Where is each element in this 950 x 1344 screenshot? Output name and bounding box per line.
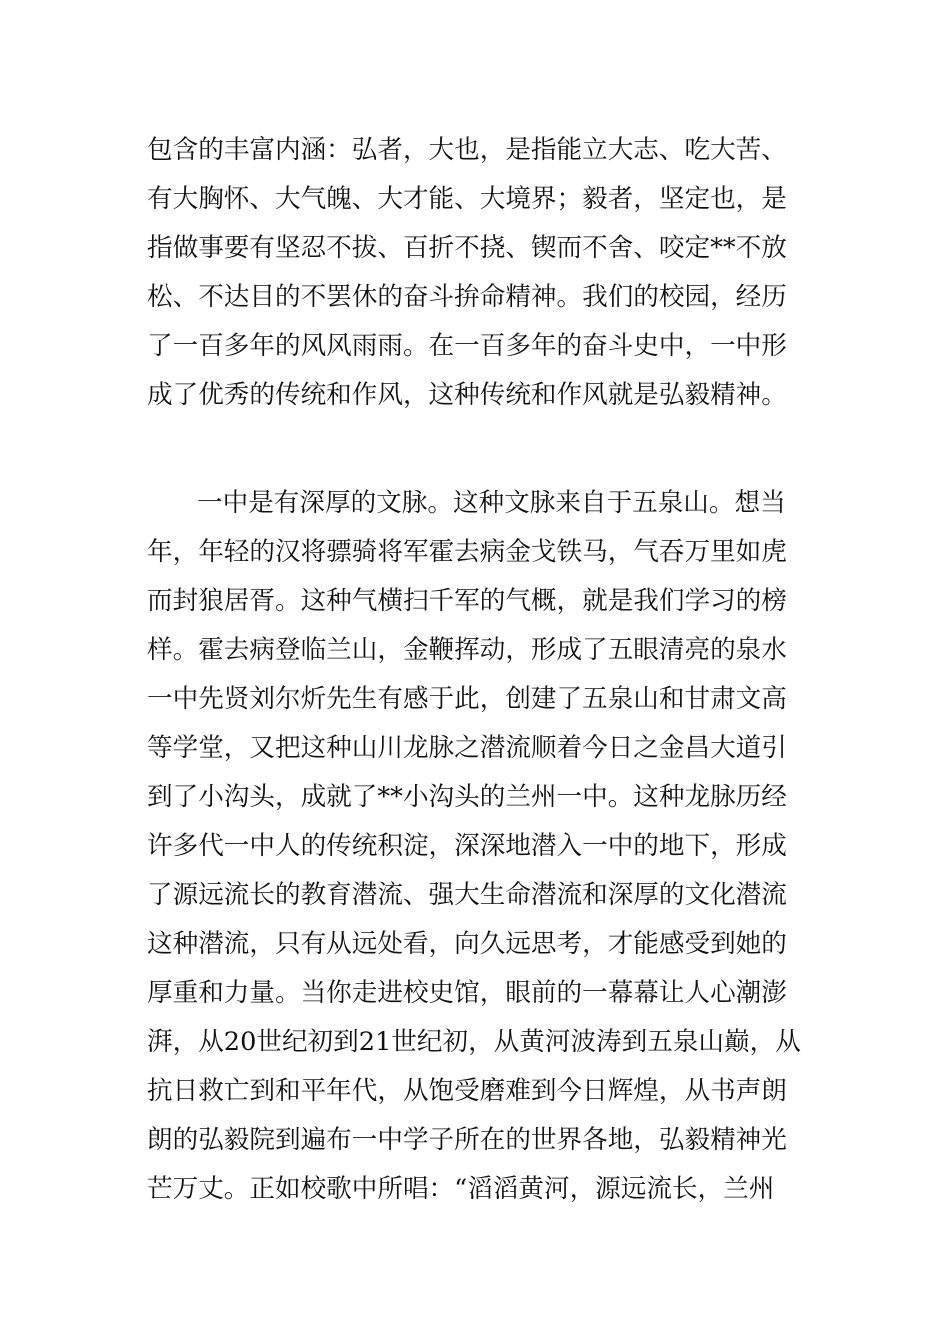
text-line: 了一百多年的风风雨雨。在一百多年的奋斗史中，一中形	[147, 331, 787, 361]
text-line: 芒万丈。正如校歌中所唱：“滔滔黄河，源远流长，兰州	[147, 1174, 775, 1204]
text-line: 厚重和力量。当你走进校史馆，眼前的一幕幕让人心潮澎	[147, 978, 787, 1008]
text-line: 到了小沟头，成就了**小沟头的兰州一中。这种龙脉历经	[147, 782, 787, 812]
text-line: 一中是有深厚的文脉。这种文脉来自于五泉山。想当	[197, 488, 786, 518]
text-line: 许多代一中人的传统积淀，深深地潜入一中的地下，形成	[147, 831, 787, 861]
text-line: 而封狼居胥。这种气横扫千军的气概，就是我们学习的榜	[147, 586, 787, 616]
text-line: 湃，从20世纪初到21世纪初，从黄河波涛到五泉山巅，从	[147, 1027, 801, 1057]
text-line: 了源远流长的教育潜流、强大生命潜流和深厚的文化潜流	[147, 880, 787, 910]
text-line: 样。霍去病登临兰山，金鞭挥动，形成了五眼清亮的泉水	[147, 635, 787, 665]
text-line: 抗日救亡到和平年代，从饱受磨难到今日辉煌，从书声朗	[147, 1076, 787, 1106]
text-line: 松、不达目的不罢休的奋斗拚命精神。我们的校园，经历	[147, 282, 787, 312]
text-line: 有大胸怀、大气魄、大才能、大境界；毅者，坚定也，是	[147, 184, 787, 214]
text-line: 包含的丰富内涵：弘者，大也，是指能立大志、吃大苦、	[147, 135, 787, 165]
text-line: 一中先贤刘尔炘先生有感于此，创建了五泉山和甘肃文高	[147, 684, 787, 714]
text-line: 成了优秀的传统和作风，这种传统和作风就是弘毅精神。	[147, 380, 787, 410]
text-line: 等学堂，又把这种山川龙脉之潜流顺着今日之金昌大道引	[147, 733, 787, 763]
text-line: 朗的弘毅院到遍布一中学子所在的世界各地，弘毅精神光	[147, 1125, 787, 1155]
text-line: 这种潜流，只有从远处看，向久远思考，才能感受到她的	[147, 929, 787, 959]
text-line: 年，年轻的汉将骠骑将军霍去病金戈铁马，气吞万里如虎	[147, 537, 787, 567]
text-line: 指做事要有坚忍不拔、百折不挠、锲而不舍、咬定**不放	[147, 233, 787, 263]
